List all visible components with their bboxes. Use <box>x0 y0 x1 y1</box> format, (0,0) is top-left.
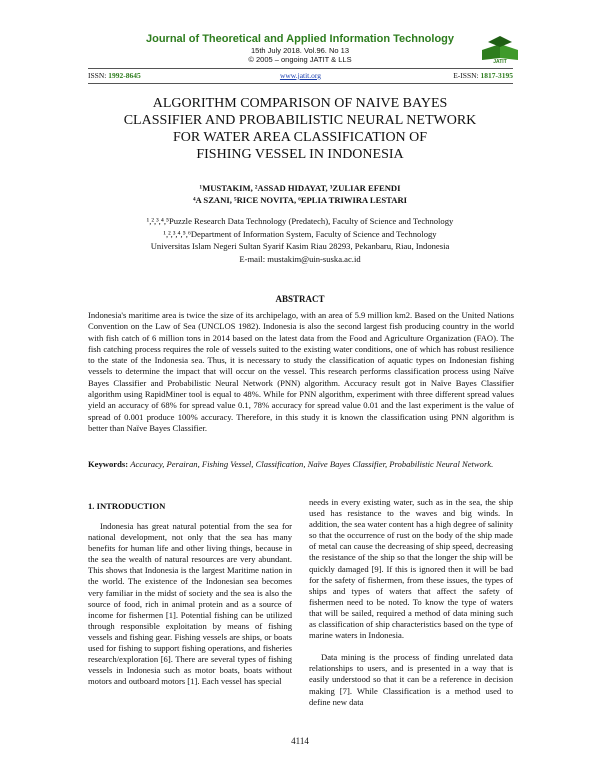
title-line: FOR WATER AREA CLASSIFICATION OF <box>172 130 428 145</box>
affiliation-line: ¹,²,³,⁴,⁵,⁶Department of Information System, Faculty of Science and Technology <box>163 228 437 239</box>
author-line: ¹MUSTAKIM, ²ASSAD HIDAYAT, ³ZULIAR EFENDI <box>199 183 401 193</box>
right-column <box>309 497 513 708</box>
paragraph: Indonesia has great natural potential from the sea for national development, not only that the sea has many benefits for human life and other living things, because in the sea the wealth of natural resources are very abundant. This shows that Indonesia is the largest Maritime nation in the world. The existence of the Indonesian sea becomes very familiar in the midst of society and the sea is also the source of food, rich in animal protein and as a source of income for fishermen [1]. Potential fishing can be utilized through responsible exploitation by means of fishing vessels and fishing gear. Fishing vessels are ships, or boats used for fishing to support fishing operations, and fisheries research/exploration [6]. There are several types of fishing vessels in Indonesia such as motor boats, boats without motors and outboard motors [1]. Each vessel has special <box>88 521 292 687</box>
affiliation-line: ¹,²,³,⁴,⁵Puzzle Research Data Technology (Predatech), Faculty of Science and Technology <box>146 216 454 226</box>
logo-cap <box>488 36 512 47</box>
email-line: E-mail: mustakim@uin-suska.ac.id <box>239 253 361 264</box>
section-heading-introduction: 1. INTRODUCTION <box>88 501 166 511</box>
logo-book-left <box>482 44 500 60</box>
header-rule-top <box>88 68 513 69</box>
issn: ISSN: 1992-8645 <box>88 71 141 80</box>
paragraph: Data mining is the process of finding unrelated data relationships to users, and is presented in a way that is easily understood so that it can be a reference in decision making [7]. While Classification is a method used to define new data <box>309 652 513 707</box>
affiliation-line: Universitas Islam Negeri Sultan Syarif Kasim Riau 28293, Pekanbaru, Riau, Indonesia <box>150 241 450 251</box>
keywords-label: Keywords <box>88 459 126 469</box>
left-column <box>88 521 292 687</box>
keywords-list: Accuracy, Perairan, Fishing Vessel, Classification, Naïve Bayes Classifier, Probabilistic Neural Network. <box>130 459 494 469</box>
paragraph: needs in every existing water, such as in the sea, the ship used has resistance to the waves and big winds. In addition, the sea water content has a high degree of salinity so that the occurrence of rust on the body of the ship made of metal can cause the decreasing of ship speed, decreasing the resistance of the ship so that the longer the ship will be quickly damaged [9]. If this is ignored then it will be bad for the safety of fishermen, from these issues, the types of ships and types of waters that affect the safety of fishermen need to be noted. To know the type of waters that will be sailed, required a method of data mining such as classification of ship characteristics based on the type of marine waters in Indonesia. <box>309 497 513 641</box>
abstract-body: Indonesia's maritime area is twice the size of its archipelago, with an area of 5.9 million km2. Based on the United Nations Convention on the Law of Sea (UNCLOS 1982). Indonesia is also the second largest fish producing country in the world with fish catch of 6 million tons in 2014 based on the latest data from the Food and Agriculture Organization (FAO). The fish catching process requires the role of vessels suited to the existing water conditions, one of which has robust resilience to the state of the Indonesia sea. Thus, it is necessary to study the classification of aquatic types on Indonesian fishing vessels to determine the impact that will occur on the vessel. This research performs classification process using Naïve Bayes Classifier and Probabilistic Neural Network (PNN) algorithm. Accuracy result got in Naïve Bayes Classifier algorithm using RapidMiner tool is equal to 48%. While for PNN algorithm, experiment with three different spread values yield an accuracy of 68% for spread value 0.1, 78% accuracy for spread value 0.01 and the last experiment is the value of spread of 0.001 produce 100% accuracy. Therefore, in this study it is known the classification using PNN algorithm is better than Naïve Bayes Classifier. <box>88 310 514 433</box>
abstract-heading: ABSTRACT <box>275 294 325 304</box>
journal-website-link[interactable]: www.jatit.org <box>279 71 322 80</box>
journal-title: Journal of Theoretical and Applied Information Technology <box>145 33 455 45</box>
title-line: FISHING VESSEL IN INDONESIA <box>196 147 404 162</box>
title-line: ALGORITHM COMPARISON OF NAIVE BAYES <box>152 96 448 111</box>
title-line: CLASSIFIER AND PROBABILISTIC NEURAL NETWORK <box>123 113 477 128</box>
logo-text: JATIT <box>493 59 507 65</box>
page-number: 4114 <box>291 736 309 746</box>
eissn: E-ISSN: 1817-3195 <box>453 71 513 80</box>
paper-title <box>90 95 510 163</box>
logo-book-right <box>500 44 518 60</box>
affiliations <box>90 215 510 265</box>
author-list <box>90 182 510 206</box>
keywords: Keywords: Accuracy, Perairan, Fishing Vessel, Classification, Naïve Bayes Classifier, Probabilistic Neural Network. <box>88 459 494 469</box>
journal-meta-row <box>88 71 513 83</box>
header-rule-bottom <box>88 83 513 84</box>
issue-line: 15th July 2018. Vol.96. No 13 <box>251 46 349 55</box>
author-line: ⁴A SZANI, ⁵RICE NOVITA, ⁶EPLIA TRIWIRA LESTARI <box>192 195 408 205</box>
copyright-line: © 2005 – ongoing JATIT & LLS <box>248 55 352 64</box>
